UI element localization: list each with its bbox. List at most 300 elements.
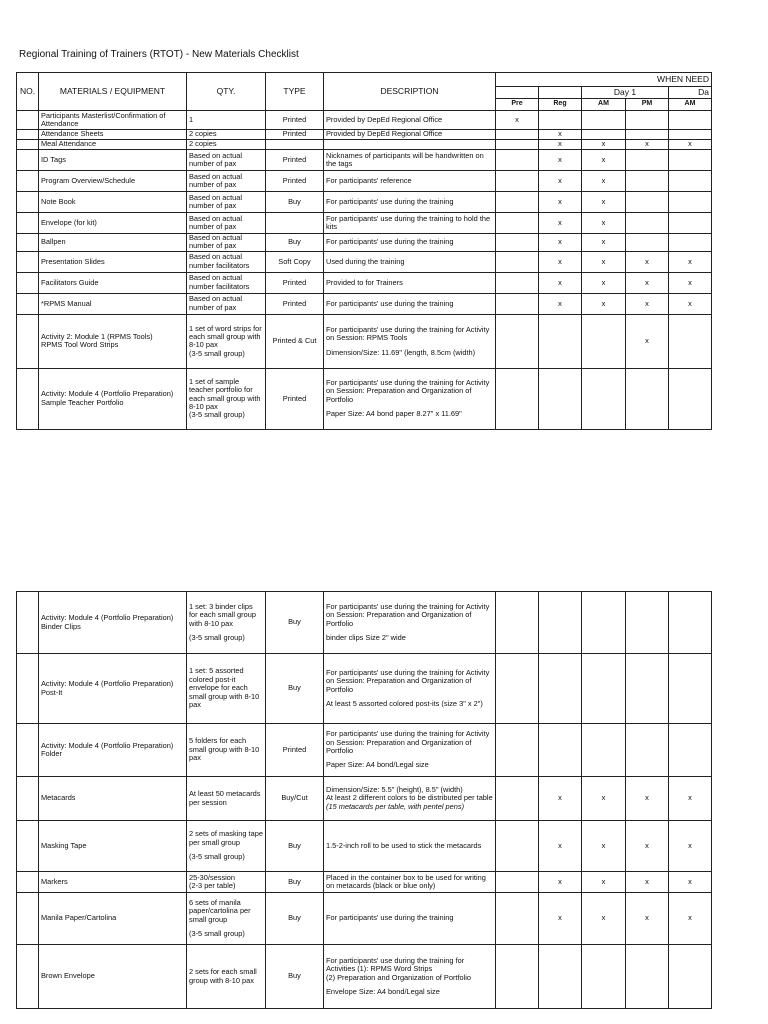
material-cell: Program Overview/Schedule	[39, 171, 187, 192]
check-am-cell: x	[582, 777, 626, 821]
table-row	[17, 130, 712, 140]
table-row	[17, 368, 712, 429]
check-pm-cell: x	[626, 251, 669, 272]
row-number-cell	[17, 724, 39, 777]
type-cell: Soft Copy	[266, 251, 324, 272]
quantity-cell	[187, 192, 266, 213]
row-number-cell	[17, 945, 39, 1009]
check-reg-cell	[539, 111, 582, 130]
check-am2-cell: x	[669, 893, 712, 945]
type-cell: Buy	[266, 821, 324, 872]
check-am-cell	[582, 592, 626, 654]
check-pre-cell	[496, 192, 539, 213]
quantity-cell	[187, 111, 266, 130]
row-number-cell	[17, 234, 39, 252]
check-pm-cell	[626, 654, 669, 724]
type-cell: Buy	[266, 654, 324, 724]
description-text: For participants' use during the training for Activity on Session: Preparation and Organization of Portfolio	[326, 667, 490, 694]
quantity-cell	[187, 893, 266, 945]
material-cell: Activity 2: Module 1 (RPMS Tools) RPMS Tool Word Strips	[39, 314, 187, 368]
check-reg-cell: x	[539, 234, 582, 252]
type-cell: Buy	[266, 192, 324, 213]
type-cell: Buy	[266, 592, 324, 654]
quantity-cell	[187, 272, 266, 293]
quantity-cell	[187, 314, 266, 368]
material-cell: Markers	[39, 872, 187, 893]
description-text: Provided by DepEd Regional Office	[326, 114, 443, 124]
check-reg-cell	[539, 368, 582, 429]
description-cell	[324, 893, 496, 945]
check-am2-cell	[669, 171, 712, 192]
row-number-cell	[17, 777, 39, 821]
quantity-text: Based on actual number of pax	[189, 233, 243, 251]
description-note: Paper Size: A4 bond/Legal size	[326, 760, 429, 770]
materials-checklist-table-continued	[16, 591, 712, 1009]
check-pre-cell	[496, 893, 539, 945]
quantity-cell	[187, 724, 266, 777]
description-cell	[324, 654, 496, 724]
quantity-text: 1 set: 5 assorted colored post-it envelope for each small group with 8-10 pax	[189, 666, 260, 710]
description-text: 1.5-2-inch roll to be used to stick the metacards	[326, 840, 482, 850]
quantity-note: (3-5 small group)	[189, 852, 245, 862]
material-cell: Attendance Sheets	[39, 130, 187, 140]
check-am-cell	[582, 130, 626, 140]
table-row	[17, 592, 712, 654]
row-number-cell	[17, 314, 39, 368]
document-title: Regional Training of Trainers (RTOT) - New Materials Checklist	[19, 49, 299, 60]
quantity-text: 6 sets of manila paper/cartolina per small group	[189, 897, 251, 924]
description-text: For participants' use during the training for Activity on Session: Preparation and Organization of Portfolio	[326, 378, 490, 404]
quantity-text: 2 sets for each small group with 8-10 pax	[189, 967, 257, 985]
quantity-text: 5 folders for each small group with 8-10 pax	[189, 736, 260, 763]
description-text: Provided to for Trainers	[326, 277, 403, 287]
header-no: NO.	[17, 73, 39, 111]
table-row	[17, 272, 712, 293]
check-pm-cell	[626, 592, 669, 654]
table-row	[17, 213, 712, 234]
check-pre-cell	[496, 213, 539, 234]
type-cell: Buy	[266, 872, 324, 893]
material-cell: Ballpen	[39, 234, 187, 252]
check-reg-cell: x	[539, 130, 582, 140]
quantity-cell	[187, 872, 266, 893]
check-reg-cell	[539, 945, 582, 1009]
material-cell: Manila Paper/Cartolina	[39, 893, 187, 945]
row-number-cell	[17, 893, 39, 945]
description-cell	[324, 150, 496, 171]
table-row	[17, 314, 712, 368]
description-cell	[324, 213, 496, 234]
check-pm-cell	[626, 724, 669, 777]
description-note: Dimension/Size: 11.69" (length, 8.5cm (width)	[326, 347, 476, 357]
material-cell: Presentation Slides	[39, 251, 187, 272]
description-text: For participants' use during the training	[326, 237, 454, 247]
quantity-cell	[187, 821, 266, 872]
check-pre-cell	[496, 945, 539, 1009]
row-number-cell	[17, 272, 39, 293]
quantity-cell	[187, 592, 266, 654]
check-reg-cell: x	[539, 821, 582, 872]
description-text: For participants' use during the training for Activity on Session: RPMS Tools	[326, 324, 490, 343]
check-pm-cell: x	[626, 293, 669, 314]
description-cell	[324, 251, 496, 272]
material-cell: Activity: Module 4 (Portfolio Preparation) Post-It	[39, 654, 187, 724]
quantity-text: Based on actual number of pax	[189, 294, 243, 312]
description-text: For participants' use during the training	[326, 298, 454, 308]
type-cell: Printed	[266, 272, 324, 293]
description-cell	[324, 111, 496, 130]
check-reg-cell: x	[539, 171, 582, 192]
check-am2-cell	[669, 314, 712, 368]
quantity-text: 1 set: 3 binder clips for each small group with 8-10 pax	[189, 601, 256, 628]
check-am-cell	[582, 314, 626, 368]
header-reg: Reg	[539, 99, 582, 111]
check-am-cell: x	[582, 251, 626, 272]
row-number-cell	[17, 821, 39, 872]
quantity-text: Based on actual number of pax	[189, 171, 243, 189]
check-am2-cell	[669, 654, 712, 724]
check-pm-cell: x	[626, 777, 669, 821]
quantity-cell	[187, 234, 266, 252]
check-am2-cell: x	[669, 293, 712, 314]
description-text: For participants' use during the training for Activity on Session: Preparation and Organization of Portfolio	[326, 729, 490, 755]
check-am2-cell: x	[669, 272, 712, 293]
check-pm-cell	[626, 192, 669, 213]
quantity-cell	[187, 777, 266, 821]
description-cell	[324, 130, 496, 140]
header-materials: MATERIALS / EQUIPMENT	[39, 73, 187, 111]
material-cell: Participants Masterlist/Confirmation of Attendance	[39, 111, 187, 130]
material-cell: Envelope (for kit)	[39, 213, 187, 234]
check-am-cell	[582, 945, 626, 1009]
quantity-text: 1	[189, 114, 194, 124]
check-am-cell: x	[582, 821, 626, 872]
check-reg-cell: x	[539, 192, 582, 213]
type-cell: Printed	[266, 171, 324, 192]
description-cell	[324, 171, 496, 192]
type-cell: Buy/Cut	[266, 777, 324, 821]
check-pre-cell	[496, 130, 539, 140]
check-pre-cell: x	[496, 111, 539, 130]
check-reg-cell: x	[539, 777, 582, 821]
quantity-cell	[187, 368, 266, 429]
check-am-cell: x	[582, 192, 626, 213]
quantity-cell	[187, 293, 266, 314]
type-cell: Printed & Cut	[266, 314, 324, 368]
header-day2: Da	[669, 87, 712, 99]
description-note: Envelope Size: A4 bond/Legal size	[326, 986, 440, 996]
type-cell: Printed	[266, 724, 324, 777]
material-cell: Brown Envelope	[39, 945, 187, 1009]
quantity-cell	[187, 171, 266, 192]
table-row	[17, 945, 712, 1009]
quantity-cell	[187, 654, 266, 724]
check-am2-cell	[669, 150, 712, 171]
check-am2-cell: x	[669, 140, 712, 150]
check-am2-cell	[669, 213, 712, 234]
check-pm-cell	[626, 171, 669, 192]
check-pm-cell: x	[626, 272, 669, 293]
type-cell: Buy	[266, 945, 324, 1009]
table-row	[17, 821, 712, 872]
check-pre-cell	[496, 592, 539, 654]
row-number-cell	[17, 251, 39, 272]
check-reg-cell: x	[539, 140, 582, 150]
header-when-needed: WHEN NEED	[496, 73, 712, 87]
check-reg-cell	[539, 724, 582, 777]
row-number-cell	[17, 213, 39, 234]
quantity-text: Based on actual number facilitators	[189, 252, 250, 270]
check-am2-cell	[669, 592, 712, 654]
check-pm-cell	[626, 111, 669, 130]
quantity-note: (3-5 small group)	[189, 632, 245, 642]
check-reg-cell	[539, 592, 582, 654]
description-text: For participants' use during the training	[326, 913, 454, 923]
table-row	[17, 893, 712, 945]
type-cell: Buy	[266, 893, 324, 945]
check-reg-cell: x	[539, 872, 582, 893]
description-text: Dimension/Size: 5.5" (height), 8.5" (width) At least 2 different colors to be distributed per table	[326, 784, 493, 803]
check-am2-cell	[669, 234, 712, 252]
check-am2-cell: x	[669, 251, 712, 272]
description-cell	[324, 140, 496, 150]
check-pre-cell	[496, 724, 539, 777]
check-am-cell: x	[582, 234, 626, 252]
check-pre-cell	[496, 234, 539, 252]
description-cell	[324, 821, 496, 872]
type-cell	[266, 140, 324, 150]
header-blank	[539, 87, 582, 99]
quantity-cell	[187, 140, 266, 150]
material-cell: Facilitators Guide	[39, 272, 187, 293]
quantity-text: At least 50 metacards per session	[189, 789, 261, 807]
row-number-cell	[17, 130, 39, 140]
description-cell	[324, 724, 496, 777]
check-am-cell	[582, 724, 626, 777]
check-pm-cell	[626, 234, 669, 252]
material-cell: Activity: Module 4 (Portfolio Preparation) Folder	[39, 724, 187, 777]
quantity-cell	[187, 130, 266, 140]
table-row	[17, 872, 712, 893]
check-pm-cell	[626, 213, 669, 234]
header-pm: PM	[626, 99, 669, 111]
description-text: For participants' use during the training for Activity on Session: Preparation and Organization of Portfolio	[326, 601, 490, 628]
row-number-cell	[17, 140, 39, 150]
description-cell	[324, 234, 496, 252]
description-cell	[324, 777, 496, 821]
check-reg-cell: x	[539, 293, 582, 314]
check-pre-cell	[496, 872, 539, 893]
check-am2-cell: x	[669, 872, 712, 893]
table-row	[17, 293, 712, 314]
check-reg-cell: x	[539, 251, 582, 272]
description-cell	[324, 945, 496, 1009]
row-number-cell	[17, 192, 39, 213]
table-row	[17, 171, 712, 192]
description-note: binder clips Size 2" wide	[326, 632, 406, 642]
check-am2-cell: x	[669, 821, 712, 872]
check-pm-cell	[626, 945, 669, 1009]
description-text: Used during the training	[326, 256, 405, 266]
quantity-text: 2 sets of masking tape per small group	[189, 829, 263, 847]
check-reg-cell: x	[539, 213, 582, 234]
check-pm-cell: x	[626, 821, 669, 872]
description-cell	[324, 192, 496, 213]
material-cell: Note Book	[39, 192, 187, 213]
row-number-cell	[17, 171, 39, 192]
check-pre-cell	[496, 171, 539, 192]
check-pm-cell: x	[626, 140, 669, 150]
quantity-text: 1 set of sample teacher portfolio for each small group with 8-10 pax (3-5 small group)	[189, 376, 261, 420]
check-pre-cell	[496, 777, 539, 821]
check-pm-cell: x	[626, 872, 669, 893]
check-pre-cell	[496, 293, 539, 314]
type-cell: Printed	[266, 111, 324, 130]
row-number-cell	[17, 368, 39, 429]
quantity-cell	[187, 213, 266, 234]
description-cell	[324, 368, 496, 429]
header-am-day2: AM	[669, 99, 712, 111]
quantity-cell	[187, 150, 266, 171]
check-am-cell: x	[582, 150, 626, 171]
table-row	[17, 777, 712, 821]
check-am-cell	[582, 654, 626, 724]
check-pre-cell	[496, 314, 539, 368]
row-number-cell	[17, 592, 39, 654]
type-cell: Printed	[266, 293, 324, 314]
check-am-cell: x	[582, 293, 626, 314]
material-cell: Activity: Module 4 (Portfolio Preparation) Binder Clips	[39, 592, 187, 654]
table-row	[17, 192, 712, 213]
row-number-cell	[17, 654, 39, 724]
check-pre-cell	[496, 140, 539, 150]
type-cell	[266, 213, 324, 234]
check-am-cell	[582, 111, 626, 130]
type-cell: Printed	[266, 130, 324, 140]
check-am2-cell: x	[669, 777, 712, 821]
check-am-cell: x	[582, 272, 626, 293]
check-pre-cell	[496, 654, 539, 724]
check-pm-cell	[626, 150, 669, 171]
header-am: AM	[582, 99, 626, 111]
quantity-text: Based on actual number of pax	[189, 192, 243, 210]
material-cell: *RPMS Manual	[39, 293, 187, 314]
description-text: For participants' use during the training	[326, 196, 454, 206]
quantity-text: 2 copies	[189, 129, 217, 139]
quantity-note: (3-5 small group)	[189, 928, 245, 938]
material-cell: Masking Tape	[39, 821, 187, 872]
table-row	[17, 724, 712, 777]
table-row	[17, 111, 712, 130]
description-note: At least 5 assorted colored post-its (size 3" x 2")	[326, 698, 483, 708]
check-am2-cell	[669, 724, 712, 777]
row-number-cell	[17, 111, 39, 130]
check-am2-cell	[669, 130, 712, 140]
quantity-text: 2 copies	[189, 139, 217, 149]
check-am-cell	[582, 368, 626, 429]
header-description: DESCRIPTION	[324, 73, 496, 111]
table-row	[17, 654, 712, 724]
check-am2-cell	[669, 111, 712, 130]
quantity-text: 1 set of word strips for each small group with 8-10 pax (3-5 small group)	[189, 323, 262, 358]
check-reg-cell: x	[539, 893, 582, 945]
header-type: TYPE	[266, 73, 324, 111]
table-row	[17, 234, 712, 252]
quantity-cell	[187, 251, 266, 272]
check-pre-cell	[496, 150, 539, 171]
header-day1: Day 1	[582, 87, 669, 99]
quantity-text: 25-30/session (2-3 per table)	[189, 872, 236, 890]
description-text: For participants' use during the training to hold the kits	[326, 213, 491, 231]
description-cell	[324, 592, 496, 654]
check-pm-cell	[626, 368, 669, 429]
check-am-cell: x	[582, 893, 626, 945]
table-row	[17, 150, 712, 171]
check-pre-cell	[496, 368, 539, 429]
type-cell: Printed	[266, 150, 324, 171]
description-cell	[324, 314, 496, 368]
check-am2-cell	[669, 368, 712, 429]
table-row	[17, 140, 712, 150]
material-cell: Meal Attendance	[39, 140, 187, 150]
check-pm-cell: x	[626, 314, 669, 368]
check-reg-cell: x	[539, 150, 582, 171]
check-am-cell: x	[582, 213, 626, 234]
quantity-text: Based on actual number of pax	[189, 150, 243, 168]
description-text: Provided by DepEd Regional Office	[326, 129, 443, 139]
material-cell: ID Tags	[39, 150, 187, 171]
description-text: For participants' reference	[326, 175, 412, 185]
row-number-cell	[17, 293, 39, 314]
check-am-cell: x	[582, 140, 626, 150]
check-reg-cell	[539, 654, 582, 724]
description-cell	[324, 293, 496, 314]
check-pre-cell	[496, 251, 539, 272]
description-text: Nicknames of participants will be handwritten on the tags	[326, 150, 484, 168]
material-cell: Metacards	[39, 777, 187, 821]
check-pm-cell: x	[626, 893, 669, 945]
check-am-cell: x	[582, 171, 626, 192]
description-cell	[324, 872, 496, 893]
description-text: Placed in the container box to be used for writing on metacards (black or blue only)	[326, 872, 486, 890]
check-am2-cell	[669, 945, 712, 1009]
row-number-cell	[17, 150, 39, 171]
check-pre-cell	[496, 821, 539, 872]
check-reg-cell: x	[539, 272, 582, 293]
check-am-cell: x	[582, 872, 626, 893]
quantity-text: Based on actual number facilitators	[189, 273, 250, 291]
description-text: For participants' use during the training for Activities (1): RPMS Word Strips (2) Preparation and Organization of Portfolio	[326, 955, 472, 982]
check-am2-cell	[669, 192, 712, 213]
description-italic-note: (15 metacards per table, with pentel pens)	[326, 801, 465, 811]
row-number-cell	[17, 872, 39, 893]
description-note: Paper Size: A4 bond paper 8.27" x 11.69"	[326, 409, 462, 419]
check-reg-cell	[539, 314, 582, 368]
type-cell: Buy	[266, 234, 324, 252]
table-row	[17, 251, 712, 272]
check-pm-cell	[626, 130, 669, 140]
materials-checklist-table	[16, 72, 712, 430]
quantity-cell	[187, 945, 266, 1009]
material-cell: Activity: Module 4 (Portfolio Preparation) Sample Teacher Portfolio	[39, 368, 187, 429]
header-qty: QTY.	[187, 73, 266, 111]
description-cell	[324, 272, 496, 293]
type-cell: Printed	[266, 368, 324, 429]
header-blank	[496, 87, 539, 99]
quantity-text: Based on actual number of pax	[189, 213, 243, 231]
check-pre-cell	[496, 272, 539, 293]
header-pre: Pre	[496, 99, 539, 111]
